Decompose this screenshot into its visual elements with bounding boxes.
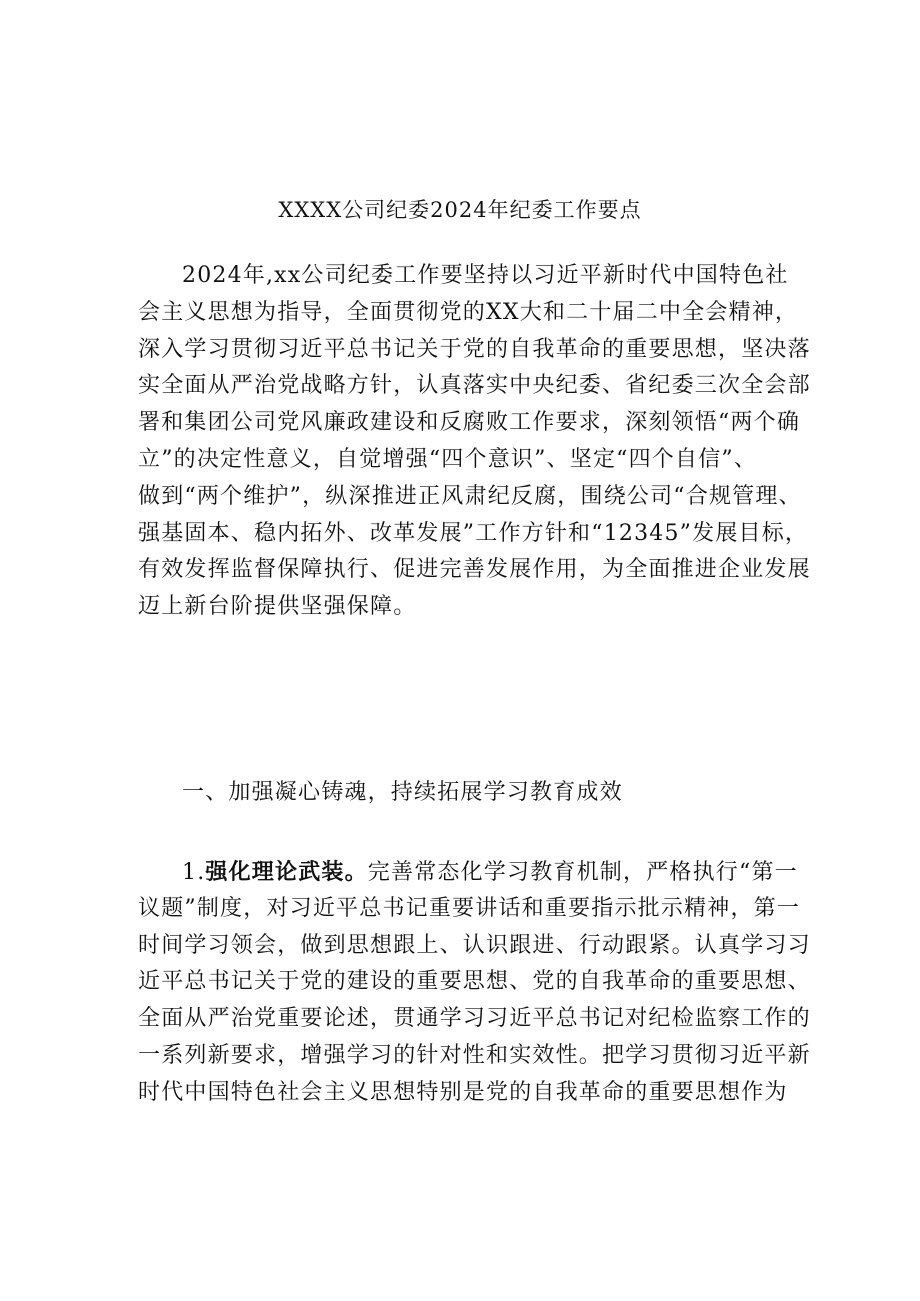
item-line: 一系列新要求，增强学习的针对性和实效性。把学习贯彻习近平新: [138, 1042, 811, 1068]
intro-line: 实全面从严治党战略方针，认真落实中央纪委、省纪委三次全会部: [138, 373, 811, 399]
intro-line: 会主义思想为指导，全面贯彻党的XX大和二十届二中全会精神，: [138, 299, 799, 325]
item-1-paragraph: [138, 854, 811, 1112]
intro-line: 2024年,xx公司纪委工作要坚持以习近平新时代中国特色社: [182, 263, 789, 288]
item-line: 近平总书记关于党的建设的重要思想、党的自我革命的重要思想、: [138, 969, 811, 995]
item-1-first-line: [138, 854, 798, 891]
item-line: 议题”制度，对习近平总书记重要讲话和重要指示批示精神，第一: [138, 895, 801, 921]
item-line: 时代中国特色社会主义思想特别是党的自我革命的重要思想作为: [138, 1079, 788, 1105]
section-heading: 一、加强凝心铸魂，持续拓展学习教育成效: [182, 780, 623, 805]
intro-line: 做到“两个维护”，纵深推进正风肃纪反腐，围绕公司“合规管理、: [138, 483, 802, 509]
intro-line: 有效发挥监督保障执行、促进完善发展作用，为全面推进企业发展: [138, 557, 811, 583]
intro-line: 立”的决定性意义，自觉增强“四个意识”、坚定“四个自信”、: [138, 446, 758, 472]
item-line: 时间学习领会，做到思想跟上、认识跟进、行动跟紧。认真学习习: [138, 932, 811, 958]
item-bold-lead: 强化理论武装。: [205, 859, 368, 885]
item-first-line-text: 完善常态化学习教育机制，严格执行“第一: [367, 860, 798, 885]
intro-line: 署和集团公司党风廉政建设和反腐败工作要求，深刻领悟“两个确: [138, 410, 801, 436]
intro-line: 深入学习贯彻习近平总书记关于党的自我革命的重要思想，坚决落: [138, 336, 811, 362]
intro-line: 迈上新台阶提供坚强保障。: [138, 594, 417, 620]
intro-paragraph: [138, 258, 811, 626]
document-title: XXXX公司纪委2024年纪委工作要点: [278, 198, 642, 222]
item-number: 1.: [182, 860, 206, 885]
intro-line: 强基固本、稳内拓外、改革发展”工作方针和“12345”发展目标，: [138, 520, 809, 546]
item-line: 全面从严治党重要论述，贯通学习习近平总书记对纪检监察工作的: [138, 1006, 811, 1032]
